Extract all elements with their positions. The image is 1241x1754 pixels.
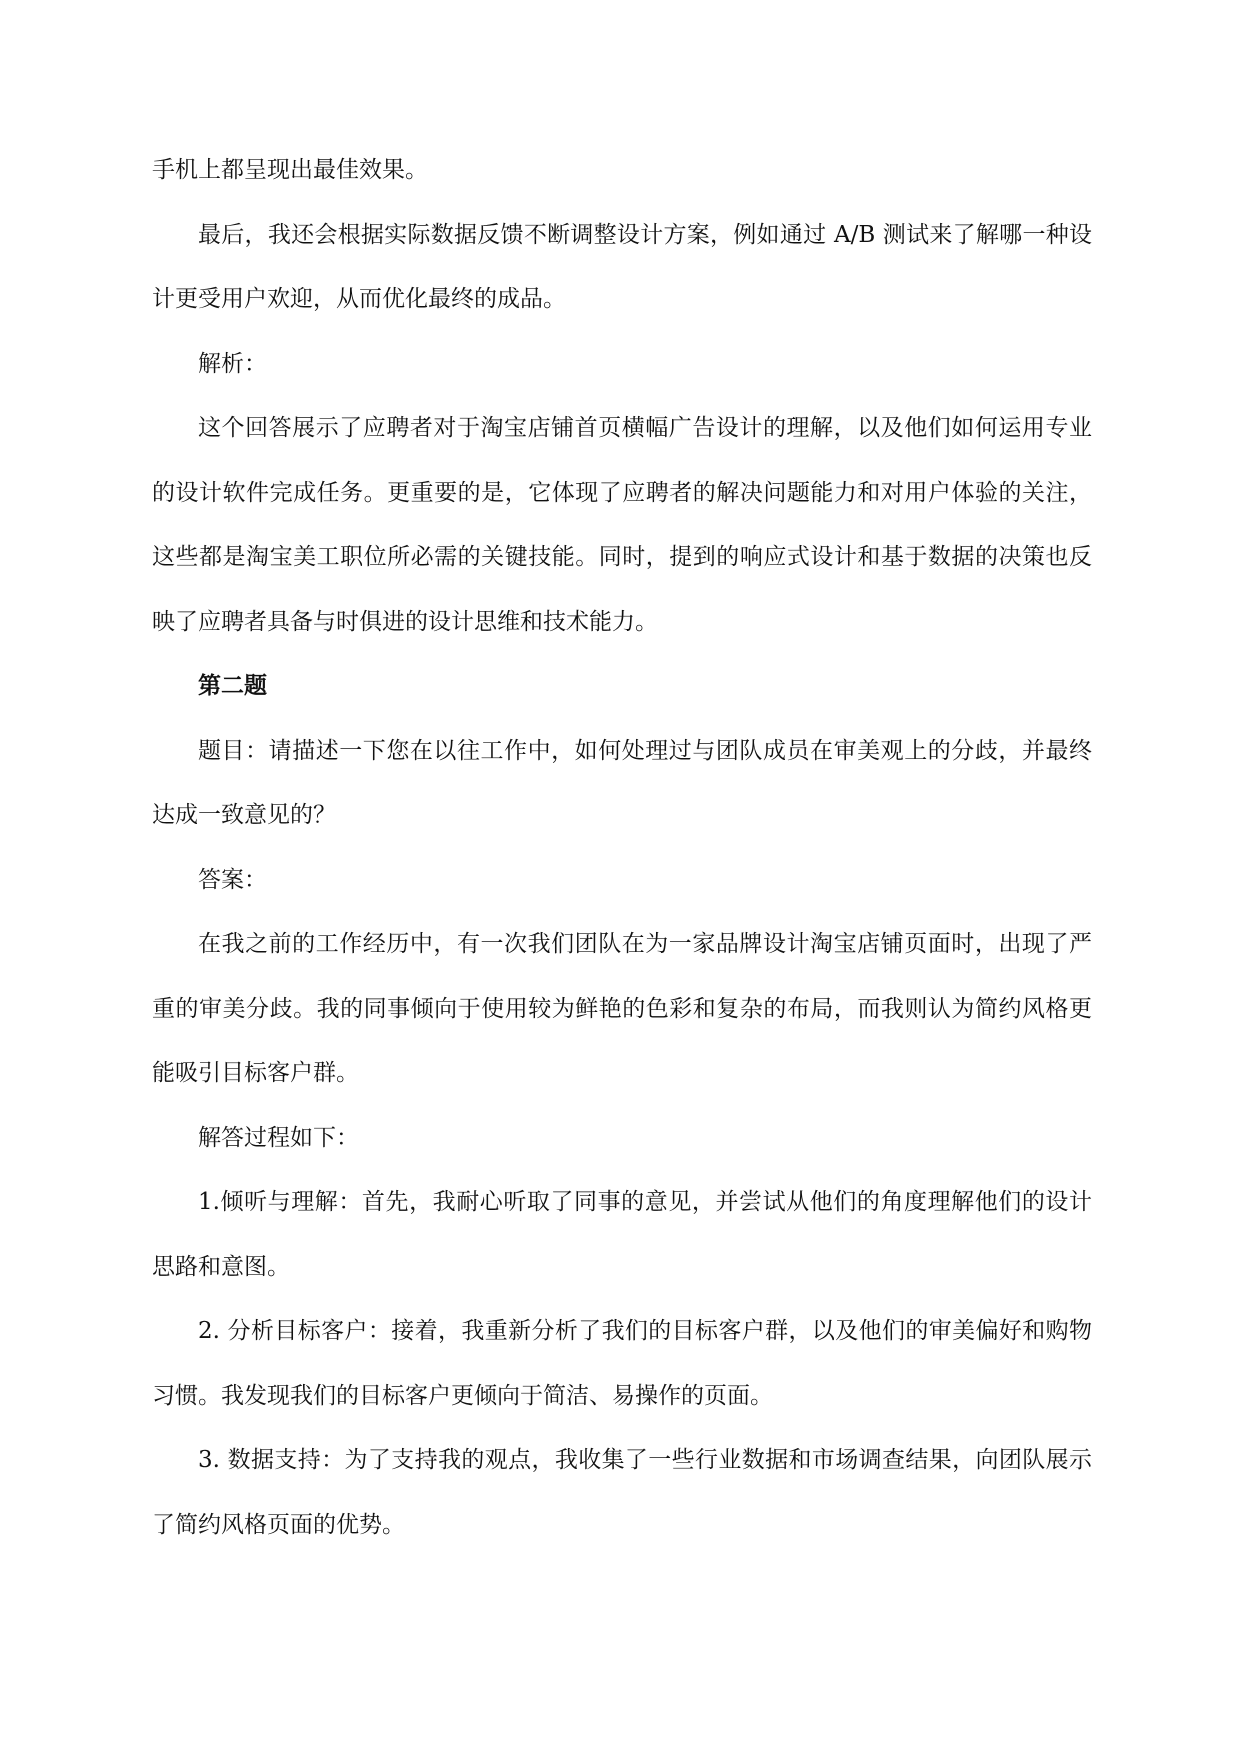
label-process: 解答过程如下： xyxy=(198,1124,359,1151)
list-item-step-1: 1.倾听与理解：首先，我耐心听取了同事的意见，并尝试从他们的角度理解他们的设计思路和意图。 xyxy=(152,1189,1092,1280)
section-heading-question-2: 第二题 xyxy=(198,672,267,699)
paragraph-final-step: 最后，我还会根据实际数据反馈不断调整设计方案，例如通过 A/B 测试来了解哪一种设计更受用户欢迎，从而优化最终的成品。 xyxy=(152,221,1092,312)
paragraph-analysis: 这个回答展示了应聘者对于淘宝店铺首页横幅广告设计的理解，以及他们如何运用专业的设计软件完成任务。更重要的是，它体现了应聘者的解决问题能力和对用户体验的关注，这些都是淘宝美工职位所必需的关键技能。同时，提到的响应式设计和基于数据的决策也反映了应聘者具备与时俱进的设计思维和技术能力。 xyxy=(152,415,1092,635)
document-body xyxy=(152,138,1092,1557)
list-item-step-3: 3. 数据支持：为了支持我的观点，我收集了一些行业数据和市场调查结果，向团队展示了简约风格页面的优势。 xyxy=(152,1447,1092,1538)
paragraph-question: 题目：请描述一下您在以往工作中，如何处理过与团队成员在审美观上的分歧，并最终达成一致意见的？ xyxy=(152,737,1092,828)
paragraph-continuation: 手机上都呈现出最佳效果。 xyxy=(152,157,428,183)
label-answer: 答案： xyxy=(198,866,267,893)
label-analysis: 解析： xyxy=(198,350,267,377)
paragraph-answer: 在我之前的工作经历中，有一次我们团队在为一家品牌设计淘宝店铺页面时，出现了严重的审美分歧。我的同事倾向于使用较为鲜艳的色彩和复杂的布局，而我则认为简约风格更能吸引目标客户群。 xyxy=(152,931,1092,1086)
list-item-step-2: 2. 分析目标客户：接着，我重新分析了我们的目标客户群，以及他们的审美偏好和购物习惯。我发现我们的目标客户更倾向于简洁、易操作的页面。 xyxy=(152,1318,1092,1409)
